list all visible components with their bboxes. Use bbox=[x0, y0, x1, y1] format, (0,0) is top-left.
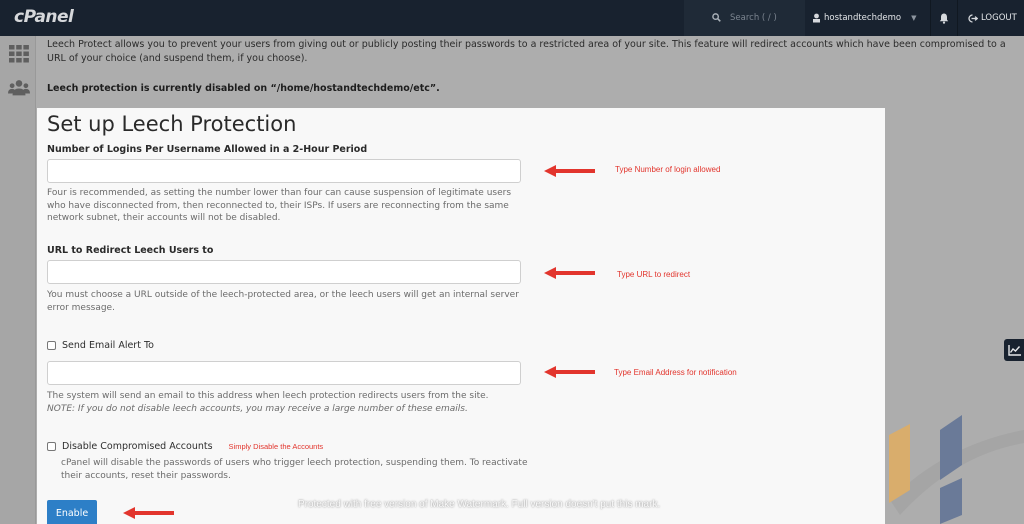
chevron-down-icon: ▼ bbox=[911, 14, 917, 22]
logout-icon bbox=[968, 14, 978, 23]
search-box[interactable] bbox=[684, 0, 805, 36]
arrow-left-icon bbox=[543, 164, 599, 178]
grid-icon[interactable] bbox=[8, 44, 30, 64]
watermark-logo-icon bbox=[885, 395, 1024, 524]
protection-status: Leech protection is currently disabled on “/home/hostandtechdemo/etc”. bbox=[47, 83, 440, 94]
redirect-url-help: You must choose a URL outside of the leech-protected area, or the leech users will get an internal server error message. bbox=[47, 290, 519, 313]
logins-help: Four is recommended, as setting the number lower than four can cause suspension of legitimate users who have disconnected from, then reconnected to, their ISPs. If users are reconnecting from the same network subnet, their accounts will not be disabled. bbox=[47, 188, 512, 223]
leech-protection-form bbox=[37, 108, 885, 524]
arrow-left-icon bbox=[122, 506, 178, 520]
redirect-url-label: URL to Redirect Leech Users to bbox=[47, 245, 214, 256]
cpanel-logo[interactable]: cPanel bbox=[14, 7, 74, 27]
email-alert-input[interactable] bbox=[47, 361, 521, 385]
search-icon bbox=[712, 13, 721, 22]
intro-description: Leech Protect allows you to prevent your users from giving out or publicly posting their passwords to a restricted area of your site. This feature will redirect accounts which have been compromised to a URL of your choice (and suspend them, if you choose). bbox=[47, 39, 1006, 64]
email-alert-help bbox=[47, 390, 527, 415]
disable-accounts-label: Disable Compromised Accounts bbox=[62, 441, 213, 452]
email-alert-label: Send Email Alert To bbox=[62, 340, 154, 351]
chart-line-icon bbox=[1008, 344, 1022, 356]
stats-panel-toggle[interactable] bbox=[1004, 339, 1024, 361]
disable-accounts-help: cPanel will disable the passwords of users who trigger leech protection, suspending them. To reactivate their accounts, reset their passwords. bbox=[61, 458, 528, 481]
annotation-redirect: Type URL to redirect bbox=[617, 270, 691, 279]
watermark-text: Protected with free version of Make Watermark. Full version doesn't put this mark. bbox=[298, 499, 661, 510]
top-navbar bbox=[0, 0, 1024, 36]
username: hostandtechdemo bbox=[824, 13, 902, 23]
annotation-email: Type Email Address for notification bbox=[614, 368, 737, 377]
disable-accounts-checkbox[interactable] bbox=[47, 442, 56, 451]
bell-icon bbox=[939, 13, 949, 24]
email-alert-checkbox[interactable] bbox=[47, 341, 56, 350]
enable-button[interactable]: Enable bbox=[47, 500, 97, 524]
users-icon[interactable] bbox=[8, 78, 30, 98]
page-title: Set up Leech Protection bbox=[47, 112, 297, 136]
notifications-button[interactable] bbox=[930, 0, 958, 36]
email-alert-note: NOTE: If you do not disable leech accounts, you may receive a large number of these emails. bbox=[47, 403, 468, 414]
redirect-url-input[interactable] bbox=[47, 260, 521, 284]
email-alert-row[interactable] bbox=[47, 340, 154, 351]
search-placeholder: Search ( / ) bbox=[730, 13, 777, 23]
logout-button[interactable] bbox=[968, 0, 1017, 36]
arrow-left-icon bbox=[543, 266, 599, 280]
disable-accounts-row[interactable] bbox=[47, 441, 323, 452]
arrow-left-icon bbox=[543, 365, 599, 379]
user-menu[interactable] bbox=[812, 0, 916, 36]
email-alert-help-text: The system will send an email to this address when leech protection redirects users from the site. bbox=[47, 391, 489, 401]
logins-label: Number of Logins Per Username Allowed in a 2-Hour Period bbox=[47, 144, 368, 155]
logout-label: LOGOUT bbox=[981, 13, 1017, 23]
logins-input[interactable] bbox=[47, 159, 521, 183]
annotation-disable: Simply Disable the Accounts bbox=[228, 442, 324, 451]
user-icon bbox=[812, 13, 821, 23]
annotation-logins: Type Number of login allowed bbox=[615, 165, 721, 174]
sidebar bbox=[0, 36, 36, 524]
